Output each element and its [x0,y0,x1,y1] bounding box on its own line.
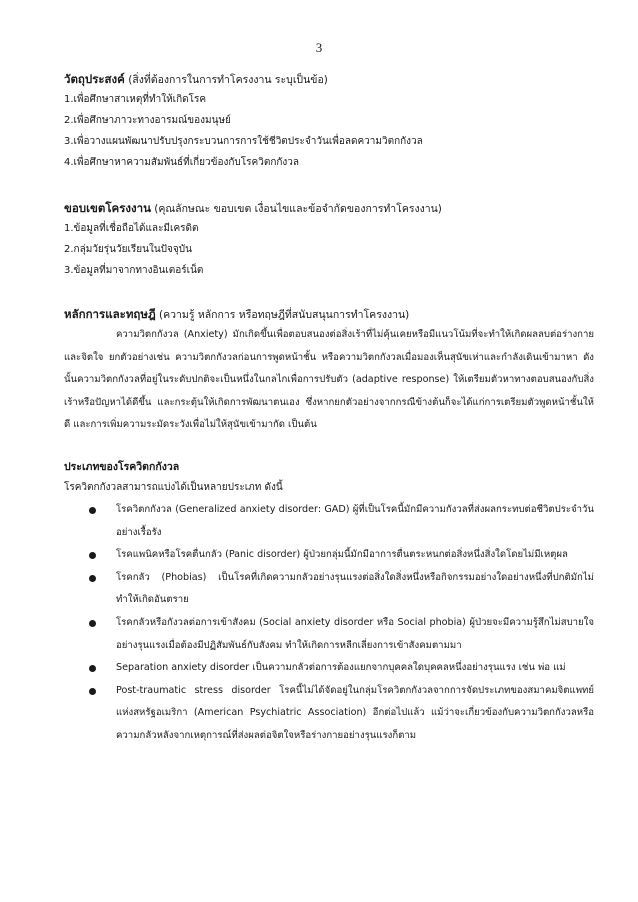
list-item-text: โรคแพนิคหรือโรคตื่นกลัว (Panic disorder) ผู้ป่วยกลุ่มนี้มักมีอาการตื่นตระหนกต่อสิ่งหนึ่งสิ่งใดโดยไม่มีเหตุผล [116,549,568,561]
scope-title: ขอบเขตโครงงาน [64,201,151,215]
scope-item: 3.ข้อมูลที่มาจากทางอินเตอร์เน็ต [64,265,204,276]
bullet-icon [89,552,96,559]
list-item [64,680,594,748]
list-item-text: Post-traumatic stress disorder โรคนี้ไม่ได้จัดอยู่ในกลุ่มโรควิตกกังวลจากการจัดประเภทของสมาคมจิตแพทย์แห่งสหรัฐอเมริกา (American Psychiatric Association) อีกต่อไปแล้ว แม้ว่าจะเกี่ยวข้องกับความวิตกกังวลหรือความกลัวหลังจากเหตุการณ์ที่ส่งผลต่อจิตใจหรือร่างกายอย่างรุนแรงก็ตาม [116,684,594,741]
types-title: ประเภทของโรควิตกกังวล [64,460,180,473]
objective-item: 4.เพื่อศึกษาหาความสัมพันธ์ที่เกี่ยวข้องกับโรควิตกกังวล [64,157,300,168]
list-item-text: โรคกลัวหรือกังวลต่อการเข้าสังคม (Social anxiety disorder หรือ Social phobia) ผู้ป่วยจะมีความรู้สึกไม่สบายใจอย่างรุนแรงเมื่อต้องมีปฏิสัมพันธ์กับสังคม ทำให้เกิดการหลีกเลี่ยงการเข้าสังคมตามมา [116,616,594,651]
list-item-text: โรคกลัว (Phobias) เป็นโรคที่เกิดความกลัวอย่างรุนแรงต่อสิ่งใดสิ่งหนึ่งหรือกิจกรรมอย่างใดอย่างหนึ่งที่ปกติมักไม่ทำให้เกิดอันตราย [116,571,594,606]
scope-section [64,199,594,281]
objective-item: 3.เพื่อวางแผนพัฒนาปรับปรุงกระบวนการการใช้ชีวิตประจำวันเพื่อลดความวิตกกังวล [64,136,423,147]
list-item [64,567,594,612]
list-item [64,612,594,657]
principles-paragraph [64,324,594,437]
types-list [64,499,594,748]
bullet-icon [89,620,96,627]
objectives-section [64,70,594,173]
scope-heading [64,199,594,218]
list-item-text: Separation anxiety disorder เป็นความกลัวต่อการต้องแยกจากบุคคลใดบุคคลหนึ่งอย่างรุนแรง เช่น พ่อ แม่ [116,662,566,674]
bullet-icon [89,507,96,514]
principles-section [64,305,594,437]
types-intro: โรควิตกกังวลสามารถแบ่งได้เป็นหลายประเภท ดังนี้ [64,481,283,493]
scope-item: 1.ข้อมูลที่เชื่อถือได้และมีเครดิต [64,223,199,234]
objective-item: 1.เพื่อศึกษาสาเหตุที่ทำให้เกิดโรค [64,94,207,105]
list-item [64,499,594,544]
objective-item: 2.เพื่อศึกษาภาวะทางอารมณ์ของมนุษย์ [64,115,231,126]
list-item [64,657,594,680]
principles-heading [64,305,594,324]
types-section [64,457,594,748]
list-item [64,544,594,567]
objectives-heading [64,70,594,89]
list-item-text: โรควิตกกังวล (Generalized anxiety disorder: GAD) ผู้ที่เป็นโรคนี้มักมีความกังวลที่ส่งผลกระทบต่อชีวิตประจำวันอย่างเรื้อรัง [116,503,594,538]
bullet-icon [89,575,96,582]
principles-text: ความวิตกกังวล (Anxiety) มักเกิดขึ้นเพื่อตอบสนองต่อสิ่งเร้าที่ไม่คุ้นเคยหรือมีแนวโน้มที่จะทำให้เกิดผลลบต่อร่างกายและจิตใจ ยกตัวอย่างเช่น ความวิตกกังวลก่อนการพูดหน้าชั้น หรือความวิตกกังวลเมื่อมองเห็นสุนัขเห่าและกำลังเดินเข้ามาหา ดังนั้นความวิตกกังวลที่อยู่ในระดับปกติจะเป็นหนึ่งในกลไกเพื่อการปรับตัว (adaptive response) ให้เตรียมตัวหาทางตอบสนองกับสิ่งเร้าหรือปัญหาได้ดีขึ้น และกระตุ้นให้เกิดการพัฒนาตนเอง ซึ่งหากยกตัวอย่างจากกรณีข้างต้นก็จะได้แก่การเตรียมตัวพูดหน้าชั้นให้ดี และการเพิ่มความระมัดระวังเพื่อไม่ให้สุนัขเข้ามากัด เป็นต้น [64,329,594,431]
objectives-note: (สิ่งที่ต้องการในการทำโครงงาน ระบุเป็นข้อ) [128,74,328,86]
scope-item: 2.กลุ่มวัยรุ่นวัยเรียนในปัจจุบัน [64,244,192,255]
page-number: 3 [315,40,323,55]
principles-note: (ความรู้ หลักการ หรือทฤษฎีที่สนับสนุนการทำโครงงาน) [159,309,410,321]
document-body [64,70,594,765]
bullet-icon [89,665,96,672]
scope-note: (คุณลักษณะ ขอบเขต เงื่อนไขและข้อจำกัดของการทำโครงงาน) [154,203,442,215]
principles-title: หลักการและทฤษฎี [64,307,156,321]
bullet-icon [89,688,96,695]
objectives-title: วัตถุประสงค์ [64,72,125,86]
